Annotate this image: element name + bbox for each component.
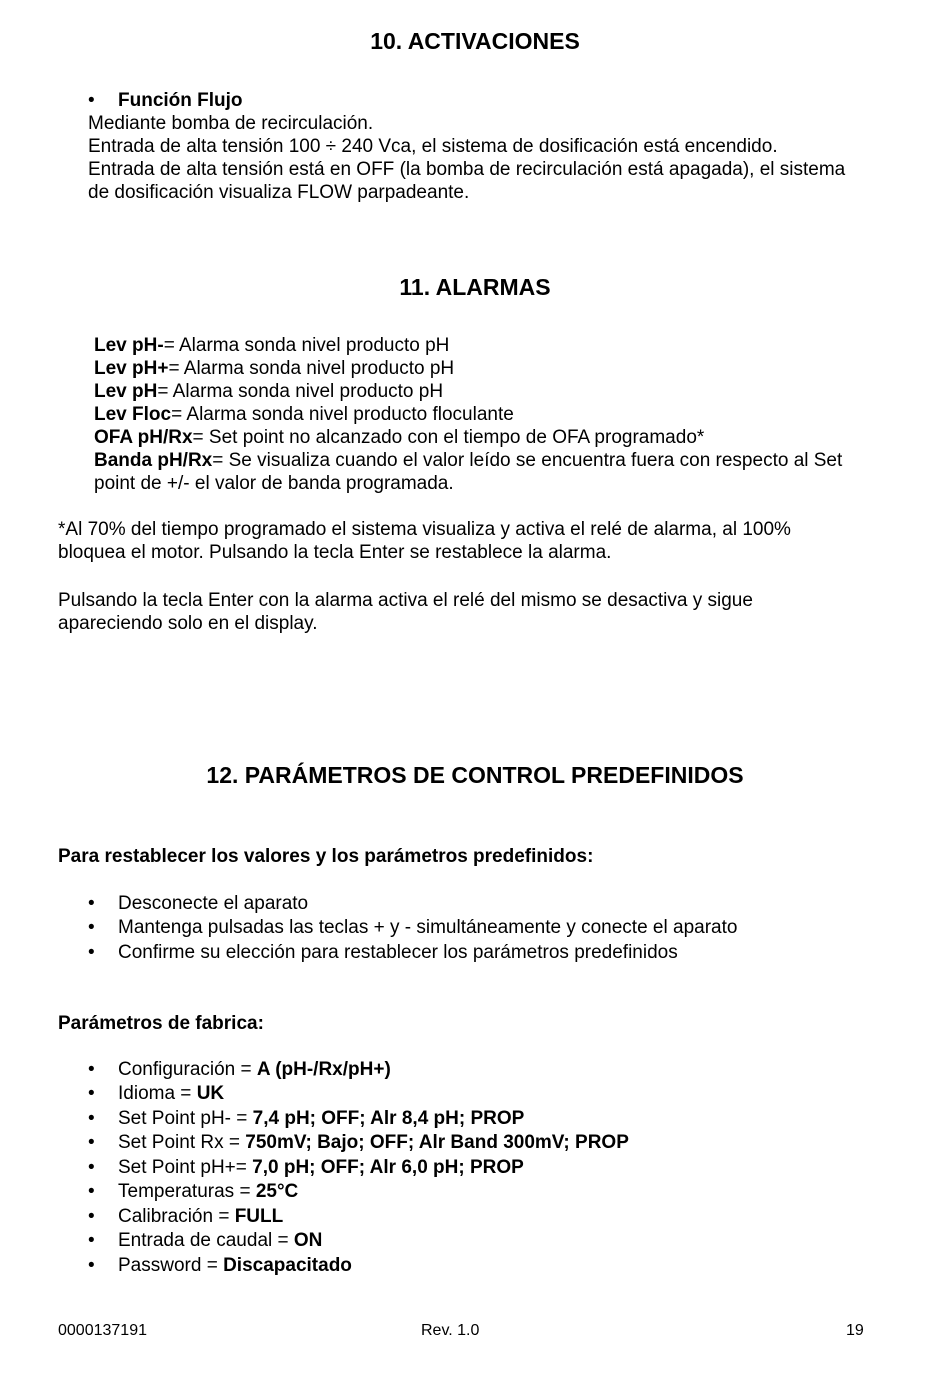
alarm-definition-cont: point de +/- el valor de banda programada. [94,473,454,494]
alarm-term: Banda pH/Rx [94,450,213,471]
list-item-text: Desconecte el aparato [118,893,309,914]
alarm-desc: = Alarma sonda nivel producto pH [168,358,455,379]
reset-heading: Para restablecer los valores y los parámetros predefinidos: [58,846,594,867]
alarm-definition [94,449,842,472]
alarm-desc: = Se visualiza cuando el valor leído se encuentra fuera con respecto al Set [212,450,843,471]
alarm-definition [94,426,704,449]
param-value: 7,0 pH; OFF; Alr 6,0 pH; PROP [252,1157,524,1178]
param-value: 25°C [255,1181,299,1202]
footer-doc-code: 0000137191 [58,1322,147,1339]
note-line: *Al 70% del tiempo programado el sistema visualiza y activa el relé de alarma, al 100% [58,519,791,540]
note-line: Pulsando la tecla Enter con la alarma activa el relé del mismo se desactiva y sigue [58,590,753,611]
param-value: A (pH-/Rx/pH+) [256,1059,391,1080]
paragraph-line: de dosificación visualiza FLOW parpadeante. [88,182,470,203]
alarm-term: OFA pH/Rx [94,427,193,448]
note-line: bloquea el motor. Pulsando la tecla Enter se restablece la alarma. [58,542,612,563]
paragraph-line: Mediante bomba de recirculación. [88,113,374,134]
alarm-term: Lev Floc [94,404,172,425]
param-label: Set Point pH- = [118,1108,253,1129]
alarm-desc: = Set point no alcanzado con el tiempo de OFA programado* [192,427,705,448]
alarm-desc: = Alarma sonda nivel producto floculante [171,404,514,425]
footer-revision: Rev. 1.0 [421,1322,480,1339]
list-item-text: Mantenga pulsadas las teclas + y - simultáneamente y conecte el aparato [118,917,738,938]
alarm-term: Lev pH- [94,335,164,356]
alarm-term: Lev pH [94,381,158,402]
bullet-label: Función Flujo [118,90,243,111]
alarm-desc: = Alarma sonda nivel producto pH [157,381,444,402]
list-item-text: Confirme su elección para restablecer los parámetros predefinidos [118,942,678,963]
alarm-definition [94,380,443,403]
param-value: UK [196,1083,225,1104]
param-value: Discapacitado [223,1255,352,1276]
paragraph-line: Entrada de alta tensión está en OFF (la bomba de recirculación está apagada), el sistema [88,159,846,180]
alarm-desc: = Alarma sonda nivel producto pH [163,335,450,356]
param-value: ON [293,1230,323,1251]
param-value: 7,4 pH; OFF; Alr 8,4 pH; PROP [252,1108,525,1129]
alarm-definition [94,334,449,357]
factory-heading: Parámetros de fabrica: [58,1013,264,1034]
footer-page-number: 19 [846,1322,864,1339]
alarm-term: Lev pH+ [94,358,169,379]
note-line: apareciendo solo en el display. [58,613,318,634]
param-label: Set Point Rx = [118,1132,246,1153]
param-value: 750mV; Bajo; OFF; Alr Band 300mV; PROP [245,1132,629,1153]
param-label: Idioma = [118,1083,197,1104]
param-label: Temperaturas = [118,1181,256,1202]
paragraph-line: Entrada de alta tensión 100 ÷ 240 Vca, el sistema de dosificación está encendido. [88,136,778,157]
section-11-title: 11. ALARMAS [399,274,551,300]
param-label: Password = [118,1255,224,1276]
section-12-title: 12. PARÁMETROS DE CONTROL PREDEFINIDOS [206,762,744,788]
param-label: Set Point pH+= [118,1157,253,1178]
alarm-definition [94,357,454,380]
param-label: Calibración = [118,1206,235,1227]
param-label: Configuración = [118,1059,257,1080]
param-value: FULL [234,1206,284,1227]
alarm-definition [94,403,514,426]
section-10-title: 10. ACTIVACIONES [370,28,580,54]
param-label: Entrada de caudal = [118,1230,294,1251]
